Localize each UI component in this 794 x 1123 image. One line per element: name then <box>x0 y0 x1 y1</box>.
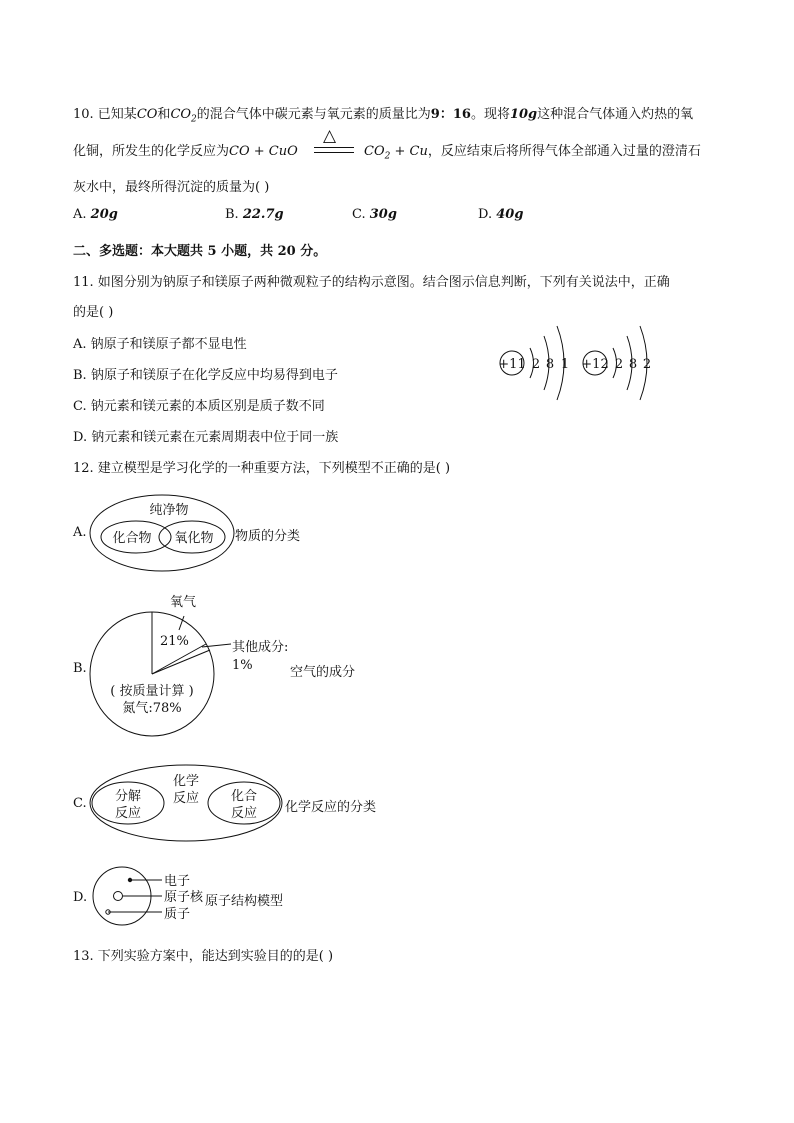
air-composition-pie <box>86 588 306 740</box>
substance-classification-diagram <box>88 492 236 574</box>
q12-option-a-label[interactable]: A. <box>73 525 87 540</box>
q12-a-caption: 物质的分类 <box>235 529 301 544</box>
q10-text: 和 <box>157 107 171 122</box>
label-combination-2: 反应 <box>230 806 258 821</box>
label-oxygen-pct: 21% <box>160 634 189 649</box>
sodium-atom-diagram <box>498 326 569 400</box>
q12-title: 12. 建立模型是学习化学的一种重要方法，下列模型不正确的是( ) <box>73 461 451 476</box>
q13-title: 13. 下列实验方案中，能达到实验目的的是( ) <box>73 949 334 964</box>
q11-option-a[interactable]: A. 钠原子和镁原子都不显电性 <box>73 337 247 352</box>
q12-d-caption: 原子结构模型 <box>205 894 284 909</box>
q11-option-c[interactable]: C. 钠元素和镁元素的本质区别是质子数不同 <box>73 399 325 414</box>
q11-line1: 11. 如图分别为钠原子和镁原子两种微观粒子的结构示意图。结合图示信息判断，下列有关说法中，正确 <box>73 275 670 290</box>
q10-text: ，反应结束后将所得气体全部通入过量的澄清石 <box>427 144 701 159</box>
label-proton: 质子 <box>164 907 191 922</box>
label-other-pct: 1% <box>232 658 253 673</box>
q10-option-a[interactable]: A. 20g <box>73 207 118 222</box>
label-oxygen: 氧气 <box>170 595 197 610</box>
label-electron: 电子 <box>164 874 191 889</box>
reaction-condition <box>314 128 354 158</box>
label-other: 其他成分: <box>232 640 289 655</box>
atom-structure-diagrams <box>494 318 664 408</box>
q10-option-b[interactable]: B. 22.7g <box>225 207 284 222</box>
label-nitrogen: 氮气:78% <box>122 701 182 716</box>
section-title: 二、多选题：本大题共 5 小题，共 20 分。 <box>73 244 327 259</box>
label-chemical-1: 化学 <box>172 774 200 789</box>
q10-text: 10. 已知某 <box>73 107 137 122</box>
magnesium-atom-diagram <box>581 326 651 400</box>
mg-shell-1: 2 <box>614 357 624 372</box>
q11-option-d[interactable]: D. 钠元素和镁元素在元素周期表中位于同一族 <box>73 430 339 445</box>
label-oxide: 氧化物 <box>174 531 214 546</box>
q10-line3: 灰水中，最终所得沉淀的质量为( ) <box>73 180 270 195</box>
q10-line2 <box>73 140 298 159</box>
equals-line-top <box>314 147 354 148</box>
q12-option-d-label[interactable]: D. <box>73 890 88 905</box>
equals-line-bottom <box>314 152 354 153</box>
label-compound: 化合物 <box>112 531 152 546</box>
reaction-classification-diagram <box>88 762 284 844</box>
label-combination-1: 化合 <box>230 789 258 804</box>
label-by-mass: ( 按质量计算 ) <box>110 684 194 699</box>
mg-nucleus: +12 <box>581 357 609 372</box>
label-chemical-2: 反应 <box>172 791 200 806</box>
label-decomposition-2: 反应 <box>114 806 142 821</box>
q10-option-d[interactable]: D. 40g <box>478 207 524 222</box>
q10-ratio: 9：16 <box>430 107 471 122</box>
label-pure-substance: 纯净物 <box>149 503 189 518</box>
q12-b-caption: 空气的成分 <box>290 665 356 680</box>
heat-triangle-icon: △ <box>323 126 337 146</box>
q10-text: 化铜，所发生的化学反应为 <box>73 144 230 159</box>
na-shell-2: 8 <box>545 357 555 372</box>
mg-shell-2: 8 <box>628 357 638 372</box>
q10-option-c[interactable]: C. 30g <box>352 207 397 222</box>
equation-reactants: CO + CuO <box>229 144 298 159</box>
q12-c-caption: 化学反应的分类 <box>285 800 377 815</box>
q10-text: 。现将 <box>470 107 510 122</box>
q12-option-c-label[interactable]: C. <box>73 796 87 811</box>
q10-text: 的混合气体中碳元素与氧元素的质量比为 <box>196 107 431 122</box>
label-nucleus: 原子核 <box>164 890 204 905</box>
q10-mass: 10g <box>509 107 538 122</box>
q11-option-b[interactable]: B. 钠原子和镁原子在化学反应中均易得到电子 <box>73 368 338 383</box>
q10-line2-b <box>364 140 701 162</box>
label-decomposition-1: 分解 <box>114 789 142 804</box>
formula-co2: $CO_2$ <box>170 107 197 125</box>
formula-co: CO <box>136 107 158 122</box>
q11-line2: 的是( ) <box>73 305 114 320</box>
na-shell-3: 1 <box>560 357 570 372</box>
mg-shell-3: 2 <box>642 357 652 372</box>
q10-text: 这种混合气体通入灼热的氧 <box>537 107 694 122</box>
q10-line1 <box>73 103 693 125</box>
equation-products: $CO_2 + Cu$ <box>364 144 428 162</box>
na-shell-1: 2 <box>531 357 541 372</box>
na-nucleus: +11 <box>498 357 526 372</box>
q12-option-b-label[interactable]: B. <box>73 661 87 676</box>
